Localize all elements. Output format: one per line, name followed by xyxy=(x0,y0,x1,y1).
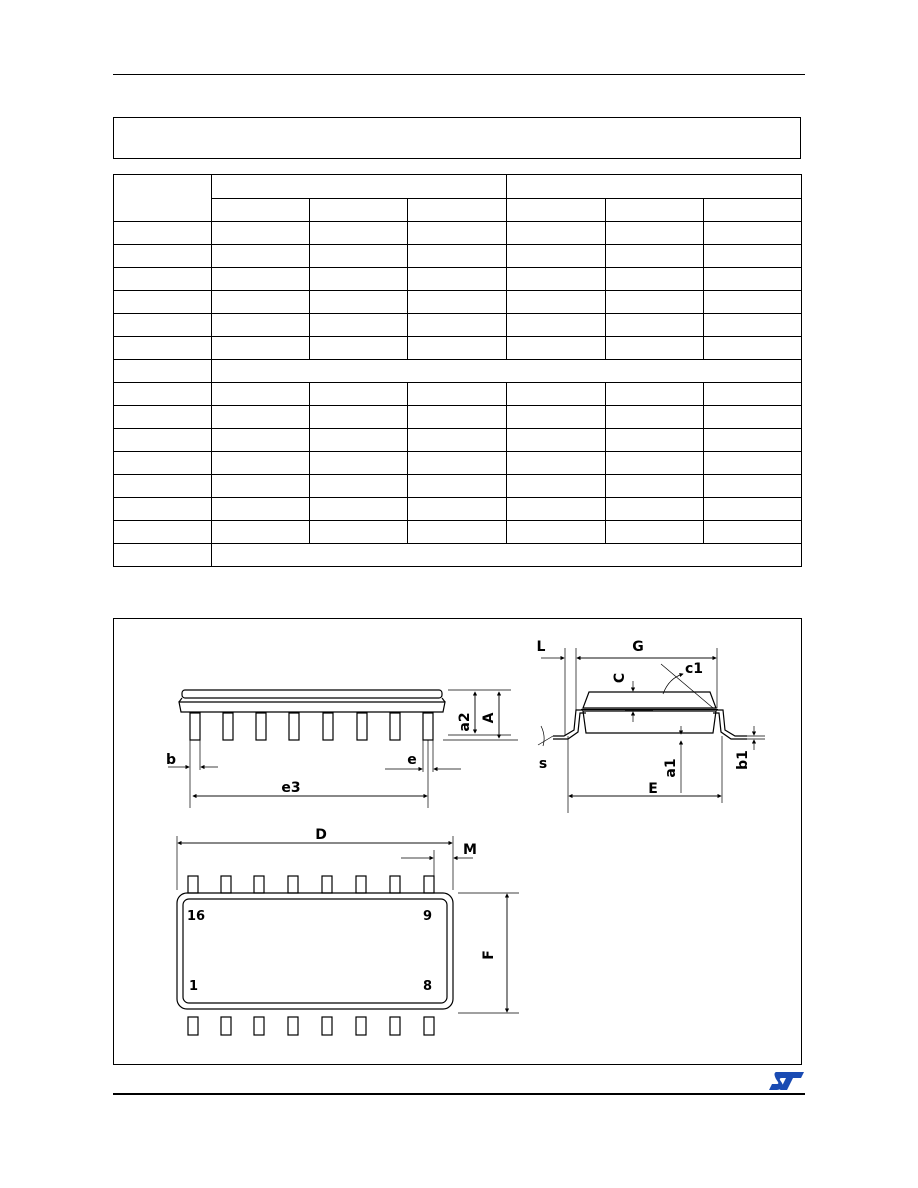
dim-label-L: L xyxy=(536,639,546,655)
dim-label-D: D xyxy=(315,827,327,843)
table-row xyxy=(114,245,802,268)
pin-label-9: 9 xyxy=(423,909,433,924)
pin-label-1: 1 xyxy=(189,979,199,994)
dim-label-a1: a1 xyxy=(663,758,679,778)
dim-label-M: M xyxy=(463,842,477,858)
table-row xyxy=(114,475,802,498)
table-row xyxy=(114,222,802,245)
table-row xyxy=(114,521,802,544)
dim-label-s: s xyxy=(538,756,548,772)
dim-label-e3: e3 xyxy=(281,780,301,796)
pin-label-8: 8 xyxy=(423,979,433,994)
top-pins xyxy=(188,876,434,1035)
package-outline-drawing xyxy=(113,618,802,1065)
table-subheader-row xyxy=(114,198,802,222)
table-row xyxy=(114,314,802,337)
top-view xyxy=(177,836,519,1035)
dim-label-a2: a2 xyxy=(457,712,473,732)
dim-label-b: b xyxy=(165,752,177,768)
table-header-row xyxy=(114,175,802,199)
dim-label-e: e xyxy=(407,752,417,768)
table-row xyxy=(114,291,802,314)
table-row xyxy=(114,337,802,360)
dim-header-cell xyxy=(114,175,212,222)
dimensions-table xyxy=(113,174,802,567)
mm-header-cell xyxy=(212,175,506,199)
dim-label-C: C xyxy=(612,672,628,684)
table-row-merged xyxy=(114,360,802,383)
dim-label-E: E xyxy=(648,781,658,797)
dim-label-c1: c1 xyxy=(684,661,704,677)
footer-rule xyxy=(113,1093,805,1095)
table-title-box xyxy=(113,117,801,159)
header-rule xyxy=(113,74,805,75)
side-pins xyxy=(190,713,433,740)
dim-label-b1: b1 xyxy=(735,750,751,770)
table-row xyxy=(114,452,802,475)
side-view xyxy=(165,690,518,808)
dim-label-G: G xyxy=(632,639,644,655)
table-row xyxy=(114,383,802,406)
dim-label-F: F xyxy=(481,950,497,960)
table-row xyxy=(114,429,802,452)
table-row xyxy=(114,498,802,521)
table-row-merged xyxy=(114,544,802,567)
table-row xyxy=(114,406,802,429)
inch-header-cell xyxy=(506,175,801,199)
table-row xyxy=(114,268,802,291)
dim-label-A: A xyxy=(481,712,497,724)
st-logo-icon xyxy=(768,1070,806,1092)
pin-label-16: 16 xyxy=(187,909,206,924)
